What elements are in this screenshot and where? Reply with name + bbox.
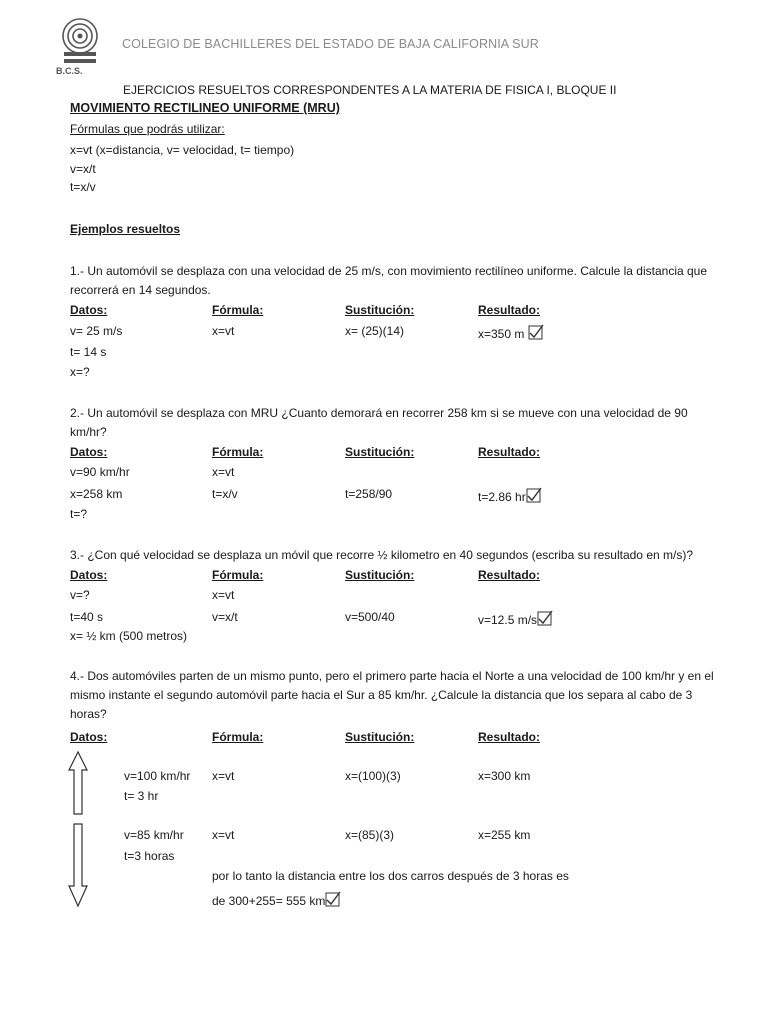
- double-arrow-icon: [66, 750, 90, 908]
- sustitucion-header: Sustitución:: [345, 445, 415, 459]
- problem-3-statement: 3.- ¿Con qué velocidad se desplaza un móvil que recorre ½ kilometro en 40 segundos (escriba su resultado en m/s)?: [70, 548, 693, 562]
- resultado-text: t=2.86 hr: [478, 490, 526, 504]
- formula-value: v=x/t: [212, 610, 238, 624]
- examples-heading: Ejemplos resueltos: [70, 222, 181, 236]
- resultado-value: [478, 610, 553, 628]
- conclusion-line: por lo tanto la distancia entre los dos carros después de 3 horas es: [212, 869, 569, 883]
- resultado-value: x=255 km: [478, 828, 531, 842]
- dato-value: v=90 km/hr: [70, 465, 130, 479]
- formula-value: x=vt: [212, 465, 235, 479]
- sustitucion-value: v=500/40: [345, 610, 395, 624]
- checkmark-icon: [526, 487, 542, 503]
- sustitucion-value: t=258/90: [345, 487, 393, 501]
- logo-text: B.C.S.: [56, 66, 83, 76]
- datos-header: Datos:: [70, 303, 108, 317]
- resultado-text: x=350 m: [478, 327, 525, 341]
- sustitucion-header: Sustitución:: [345, 568, 415, 582]
- north-velocity: v=100 km/hr: [124, 769, 191, 783]
- resultado-header: Resultado:: [478, 303, 541, 317]
- south-time: t=3 horas: [124, 849, 175, 863]
- formula-value: x=vt: [212, 324, 235, 338]
- dato-value: t=?: [70, 507, 88, 521]
- formula-header: Fórmula:: [212, 568, 264, 582]
- resultado-value: x=300 km: [478, 769, 531, 783]
- problem-1-statement: 1.- Un automóvil se desplaza con una velocidad de 25 m/s, con movimiento rectilíneo uniforme. Calcule la distancia que recorrerá en 14 segundos.: [70, 264, 708, 297]
- datos-header: Datos:: [70, 445, 108, 459]
- resultado-text: v=12.5 m/s: [478, 613, 538, 627]
- dato-value: v= 25 m/s: [70, 324, 123, 338]
- formula-line: x=vt (x=distancia, v= velocidad, t= tiempo): [70, 143, 295, 157]
- formula-value: t=x/v: [212, 487, 238, 501]
- conclusion-text: de 300+255= 555 km: [212, 894, 326, 908]
- dato-value: x=?: [70, 365, 90, 379]
- dato-value: x=258 km: [70, 487, 123, 501]
- formula-header: Fórmula:: [212, 730, 264, 744]
- problem-4-statement: 4.- Dos automóviles parten de un mismo punto, pero el primero parte hacia el Norte a una velocidad de 100 km/hr y en el mismo instante el segundo automóvil parte hacia el Sur a 85 km/hr. ¿Calcule la distancia que los separa al cabo de 3 horas?: [70, 669, 714, 721]
- south-velocity: v=85 km/hr: [124, 828, 184, 842]
- problem-2-statement: 2.- Un automóvil se desplaza con MRU ¿Cuanto demorará en recorrer 258 km si se mueve con una velocidad de 90 km/hr?: [70, 406, 688, 439]
- resultado-header: Resultado:: [478, 730, 541, 744]
- sustitucion-value: x= (25)(14): [345, 324, 405, 338]
- checkmark-icon: [325, 891, 341, 907]
- resultado-value: [478, 324, 544, 342]
- formula-header: Fórmula:: [212, 445, 264, 459]
- formulas-heading: Fórmulas que podrás utilizar:: [70, 122, 225, 136]
- school-logo: [56, 14, 104, 76]
- sustitucion-value: x=(85)(3): [345, 828, 395, 842]
- formula-line: v=x/t: [70, 162, 96, 176]
- datos-header: Datos:: [70, 568, 108, 582]
- formula-value: x=vt: [212, 769, 235, 783]
- resultado-header: Resultado:: [478, 568, 541, 582]
- sustitucion-header: Sustitución:: [345, 730, 415, 744]
- resultado-value: [478, 487, 542, 505]
- formula-line: t=x/v: [70, 180, 96, 194]
- dato-value: v=?: [70, 588, 90, 602]
- page-title: MOVIMIENTO RECTILINEO UNIFORME (MRU): [70, 101, 340, 115]
- resultado-header: Resultado:: [478, 445, 541, 459]
- dato-value: x= ½ km (500 metros): [70, 629, 188, 643]
- institution-name: COLEGIO DE BACHILLERES DEL ESTADO DE BAJA CALIFORNIA SUR: [122, 37, 539, 51]
- formula-value: x=vt: [212, 828, 235, 842]
- checkmark-icon: [537, 610, 553, 626]
- dato-value: t=40 s: [70, 610, 104, 624]
- datos-header: Datos:: [70, 730, 108, 744]
- formula-value: x=vt: [212, 588, 235, 602]
- sustitucion-header: Sustitución:: [345, 303, 415, 317]
- conclusion-result: [212, 891, 341, 909]
- formula-header: Fórmula:: [212, 303, 264, 317]
- sustitucion-value: x=(100)(3): [345, 769, 401, 783]
- checkmark-icon: [528, 324, 544, 340]
- dato-value: t= 14 s: [70, 345, 107, 359]
- document-subtitle: EJERCICIOS RESUELTOS CORRESPONDENTES A LA MATERIA DE FISICA I, BLOQUE II: [123, 83, 617, 97]
- north-time: t= 3 hr: [124, 789, 159, 803]
